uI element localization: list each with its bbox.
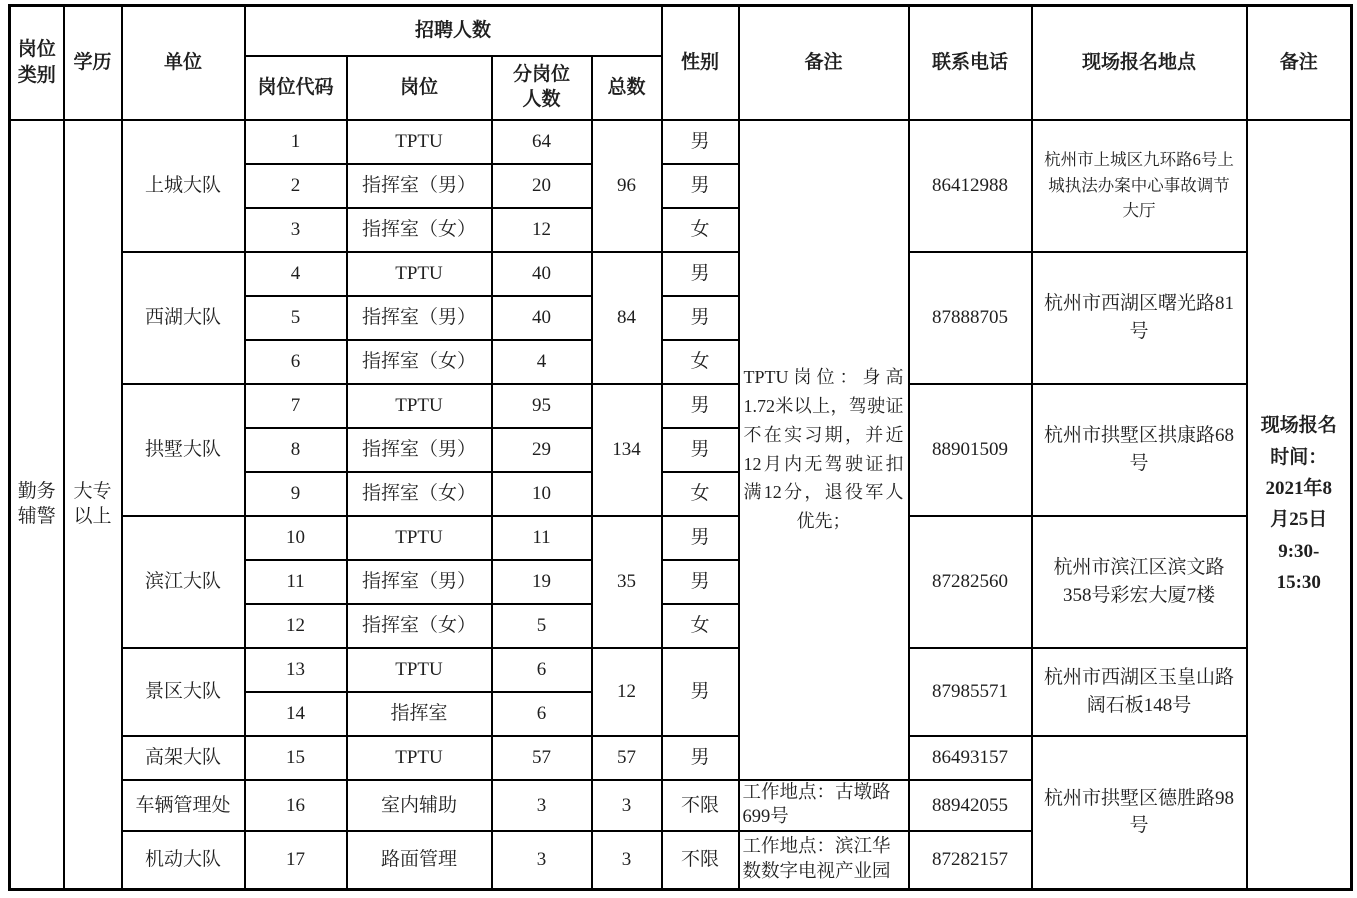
table-row <box>10 648 1352 692</box>
header-position-code: 岗位代码 <box>245 56 347 120</box>
location-cell: 杭州市西湖区玉皇山路阔石板148号 <box>1032 648 1247 736</box>
count-cell: 10 <box>492 472 592 516</box>
total-cell: 35 <box>592 516 662 648</box>
total-cell: 57 <box>592 736 662 780</box>
count-cell: 12 <box>492 208 592 252</box>
position-cell: TPTU <box>347 736 492 780</box>
count-cell: 11 <box>492 516 592 560</box>
row-remark-cell: 工作地点：古墩路699号 <box>739 780 909 832</box>
unit-cell: 车辆管理处 <box>122 780 245 832</box>
code-cell: 8 <box>245 428 347 472</box>
location-cell: 杭州市拱墅区拱康路68号 <box>1032 384 1247 516</box>
phone-cell: 87888705 <box>909 252 1032 384</box>
code-cell: 10 <box>245 516 347 560</box>
side-remark-cell: 现场报名时间：2021年8月25日9:30-15:30 <box>1247 120 1352 890</box>
position-cell: 指挥室 <box>347 692 492 736</box>
code-cell: 6 <box>245 340 347 384</box>
count-cell: 6 <box>492 648 592 692</box>
code-cell: 15 <box>245 736 347 780</box>
header-remark2: 备注 <box>1247 6 1352 120</box>
header-position: 岗位 <box>347 56 492 120</box>
position-cell: 指挥室（男） <box>347 164 492 208</box>
count-cell: 20 <box>492 164 592 208</box>
unit-cell: 上城大队 <box>122 120 245 252</box>
count-cell: 29 <box>492 428 592 472</box>
total-cell: 3 <box>592 780 662 832</box>
code-cell: 2 <box>245 164 347 208</box>
count-cell: 5 <box>492 604 592 648</box>
header-total: 总数 <box>592 56 662 120</box>
position-cell: 指挥室（女） <box>347 208 492 252</box>
table-row <box>10 736 1352 780</box>
total-cell: 134 <box>592 384 662 516</box>
position-cell: 指挥室（女） <box>347 472 492 516</box>
count-cell: 3 <box>492 780 592 832</box>
gender-cell: 男 <box>662 516 739 560</box>
phone-cell: 88901509 <box>909 384 1032 516</box>
count-cell: 64 <box>492 120 592 164</box>
code-cell: 3 <box>245 208 347 252</box>
total-cell: 12 <box>592 648 662 736</box>
unit-cell: 西湖大队 <box>122 252 245 384</box>
location-cell: 杭州市滨江区滨文路358号彩宏大厦7楼 <box>1032 516 1247 648</box>
unit-cell: 景区大队 <box>122 648 245 736</box>
code-cell: 11 <box>245 560 347 604</box>
count-cell: 3 <box>492 831 592 889</box>
count-cell: 40 <box>492 252 592 296</box>
code-cell: 9 <box>245 472 347 516</box>
code-cell: 12 <box>245 604 347 648</box>
gender-cell: 男 <box>662 120 739 164</box>
phone-cell: 88942055 <box>909 780 1032 832</box>
gender-cell: 男 <box>662 736 739 780</box>
position-cell: 指挥室（女） <box>347 340 492 384</box>
location-cell: 杭州市上城区九环路6号上城执法办案中心事故调节大厅 <box>1032 120 1247 252</box>
header-phone: 联系电话 <box>909 6 1032 120</box>
unit-cell: 拱墅大队 <box>122 384 245 516</box>
position-cell: 指挥室（女） <box>347 604 492 648</box>
count-cell: 57 <box>492 736 592 780</box>
recruitment-table <box>8 4 1353 891</box>
gender-cell: 不限 <box>662 780 739 832</box>
position-cell: 路面管理 <box>347 831 492 889</box>
header-position-category: 岗位类别 <box>10 6 64 120</box>
code-cell: 16 <box>245 780 347 832</box>
position-cell: 指挥室（男） <box>347 296 492 340</box>
code-cell: 14 <box>245 692 347 736</box>
code-cell: 13 <box>245 648 347 692</box>
location-cell: 杭州市拱墅区德胜路98号 <box>1032 736 1247 890</box>
gender-cell: 男 <box>662 428 739 472</box>
header-location: 现场报名地点 <box>1032 6 1247 120</box>
header-unit: 单位 <box>122 6 245 120</box>
table-row <box>10 384 1352 428</box>
table-row <box>10 516 1352 560</box>
gender-cell: 男 <box>662 560 739 604</box>
header-sub-count-label: 分岗位人数 <box>512 63 570 110</box>
phone-cell: 87985571 <box>909 648 1032 736</box>
count-cell: 4 <box>492 340 592 384</box>
code-cell: 7 <box>245 384 347 428</box>
table-row <box>10 252 1352 296</box>
position-cell: 室内辅助 <box>347 780 492 832</box>
gender-cell: 男 <box>662 164 739 208</box>
position-cell: 指挥室（男） <box>347 428 492 472</box>
gender-cell: 不限 <box>662 831 739 889</box>
code-cell: 5 <box>245 296 347 340</box>
header-recruit-count: 招聘人数 <box>245 6 662 56</box>
total-cell: 84 <box>592 252 662 384</box>
header-remark: 备注 <box>739 6 909 120</box>
header-gender: 性别 <box>662 6 739 120</box>
position-cell: 指挥室（男） <box>347 560 492 604</box>
position-cell: TPTU <box>347 384 492 428</box>
unit-cell: 机动大队 <box>122 831 245 889</box>
code-cell: 1 <box>245 120 347 164</box>
position-category-cell: 勤务辅警 <box>10 120 64 890</box>
position-cell: TPTU <box>347 516 492 560</box>
phone-cell: 86412988 <box>909 120 1032 252</box>
gender-cell: 男 <box>662 384 739 428</box>
phone-cell: 87282157 <box>909 831 1032 889</box>
phone-cell: 87282560 <box>909 516 1032 648</box>
gender-cell: 男 <box>662 648 739 736</box>
position-cell: TPTU <box>347 648 492 692</box>
education-cell: 大专以上 <box>64 120 122 890</box>
gender-cell: 女 <box>662 604 739 648</box>
table-row <box>10 120 1352 164</box>
gender-cell: 女 <box>662 472 739 516</box>
gender-cell: 女 <box>662 208 739 252</box>
count-cell: 19 <box>492 560 592 604</box>
unit-cell: 高架大队 <box>122 736 245 780</box>
position-cell: TPTU <box>347 120 492 164</box>
unit-cell: 滨江大队 <box>122 516 245 648</box>
count-cell: 6 <box>492 692 592 736</box>
row-remark-cell: 工作地点：滨江华数数字电视产业园 <box>739 831 909 889</box>
count-cell: 95 <box>492 384 592 428</box>
gender-cell: 女 <box>662 340 739 384</box>
header-sub-count <box>492 56 592 120</box>
shared-remark-cell: TPTU岗位：身高1.72米以上，驾驶证不在实习期，并近12月内无驾驶证扣满12分，退役军人优先； <box>739 120 909 780</box>
gender-cell: 男 <box>662 252 739 296</box>
gender-cell: 男 <box>662 296 739 340</box>
code-cell: 17 <box>245 831 347 889</box>
phone-cell: 86493157 <box>909 736 1032 780</box>
header-education: 学历 <box>64 6 122 120</box>
code-cell: 4 <box>245 252 347 296</box>
location-cell: 杭州市西湖区曙光路81号 <box>1032 252 1247 384</box>
position-cell: TPTU <box>347 252 492 296</box>
total-cell: 96 <box>592 120 662 252</box>
count-cell: 40 <box>492 296 592 340</box>
total-cell: 3 <box>592 831 662 889</box>
